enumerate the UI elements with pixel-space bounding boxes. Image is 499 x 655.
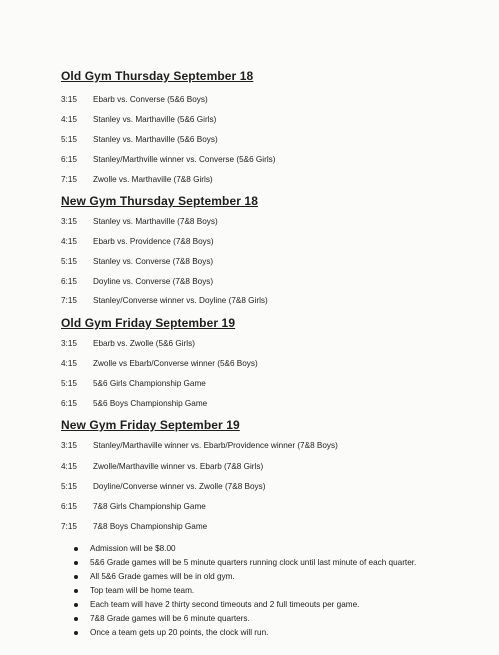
bullet-icon [74,617,78,621]
game-time: 7:15 [61,175,77,184]
rule-text: 7&8 Grade games will be 6 minute quarters. [90,614,250,623]
list-item [0,600,499,613]
game-matchup: Doyline/Converse winner vs. Zwolle (7&8 Boys) [93,482,266,491]
game-matchup: Zwolle vs. Marthaville (7&8 Girls) [93,175,213,184]
section-heading: Old Gym Thursday September 18 [61,69,254,83]
game-time: 3:15 [61,441,77,450]
game-row [0,502,499,516]
game-row [0,175,499,189]
list-item [0,586,499,599]
rule-text: All 5&6 Grade games will be in old gym. [90,572,235,581]
game-row [0,462,499,476]
bullet-icon [74,561,78,565]
game-matchup: 5&6 Boys Championship Game [93,399,208,408]
game-row [0,135,499,149]
section-heading: Old Gym Friday September 19 [61,316,236,330]
game-time: 4:15 [61,237,77,246]
game-matchup: Ebarb vs. Providence (7&8 Boys) [93,237,214,246]
game-matchup: Stanley vs. Marthaville (5&6 Girls) [93,115,217,124]
section-heading: New Gym Friday September 19 [61,418,240,432]
game-row [0,115,499,129]
game-row [0,441,499,455]
game-time: 5:15 [61,379,77,388]
game-row [0,155,499,169]
game-matchup: Ebarb vs. Converse (5&6 Boys) [93,95,208,104]
game-row [0,379,499,393]
game-time: 6:15 [61,277,77,286]
list-item [0,544,499,557]
game-time: 6:15 [61,399,77,408]
game-time: 3:15 [61,217,77,226]
bullet-icon [74,603,78,607]
game-time: 5:15 [61,135,77,144]
game-time: 6:15 [61,502,77,511]
game-matchup: Doyline vs. Converse (7&8 Boys) [93,277,214,286]
rule-text: 5&6 Grade games will be 5 minute quarters running clock until last minute of each quarter. [90,558,417,567]
rule-text: Admission will be $8.00 [90,544,176,553]
game-time: 3:15 [61,95,77,104]
game-time: 4:15 [61,462,77,471]
game-matchup: Zwolle vs Ebarb/Converse winner (5&6 Boys) [93,359,258,368]
game-row [0,359,499,373]
game-row [0,237,499,251]
game-time: 5:15 [61,257,77,266]
game-time: 3:15 [61,339,77,348]
game-time: 7:15 [61,296,77,305]
game-matchup: Stanley/Converse winner vs. Doyline (7&8 Girls) [93,296,268,305]
game-time: 4:15 [61,115,77,124]
rule-text: Each team will have 2 thirty second timeouts and 2 full timeouts per game. [90,600,360,609]
game-matchup: Stanley vs. Converse (7&8 Boys) [93,257,214,266]
game-time: 4:15 [61,359,77,368]
game-time: 5:15 [61,482,77,491]
game-time: 7:15 [61,522,77,531]
game-row [0,257,499,271]
game-row [0,95,499,109]
game-row [0,339,499,353]
game-row [0,296,499,310]
bullet-icon [74,631,78,635]
list-item [0,628,499,641]
bullet-icon [74,575,78,579]
game-matchup: Stanley vs. Marthaville (5&6 Boys) [93,135,218,144]
rule-text: Once a team gets up 20 points, the clock will run. [90,628,269,637]
game-matchup: 7&8 Girls Championship Game [93,502,206,511]
bullet-icon [74,589,78,593]
list-item [0,558,499,571]
list-item [0,572,499,585]
game-matchup: Stanley vs. Marthaville (7&8 Boys) [93,217,218,226]
game-row [0,399,499,413]
game-row [0,277,499,291]
game-time: 6:15 [61,155,77,164]
bullet-icon [74,547,78,551]
game-matchup: 5&6 Girls Championship Game [93,379,206,388]
rule-text: Top team will be home team. [90,586,195,595]
game-row [0,522,499,536]
list-item [0,614,499,627]
game-matchup: Ebarb vs. Zwolle (5&6 Girls) [93,339,195,348]
game-matchup: Stanley/Marthaville winner vs. Ebarb/Providence winner (7&8 Boys) [93,441,338,450]
game-row [0,482,499,496]
game-row [0,217,499,231]
game-matchup: 7&8 Boys Championship Game [93,522,208,531]
game-matchup: Zwolle/Marthaville winner vs. Ebarb (7&8 Girls) [93,462,264,471]
game-matchup: Stanley/Marthville winner vs. Converse (5&6 Girls) [93,155,276,164]
section-heading: New Gym Thursday September 18 [61,194,258,208]
